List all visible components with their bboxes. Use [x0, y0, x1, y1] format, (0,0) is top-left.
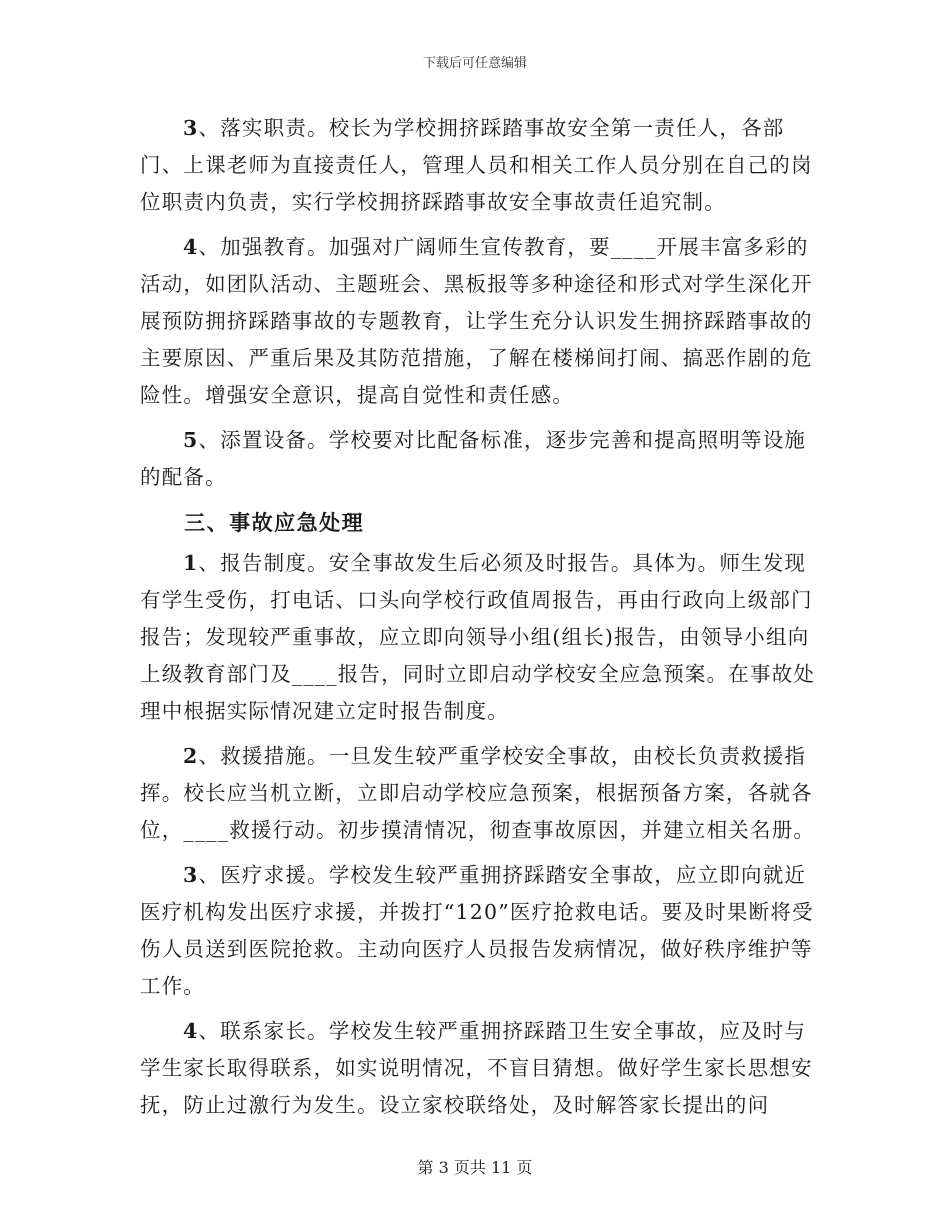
section-heading: 三、事故应急处理 [184, 510, 365, 535]
paragraph-text: 、救援措施。一旦发生较严重学校安全事故，由校长负责救援指挥。校长应当机立断，立即启动学校应急预案，根据预备方案，各就各位，____救援行动。初步摸清情况，彻查事故原因，并建立相关名册。 [140, 744, 816, 842]
item-number: 1 [183, 551, 199, 575]
paragraph-1-reporting [140, 545, 820, 730]
paragraph-text: 、联系家长。学校发生较严重拥挤踩踏卫生安全事故，应及时与学生家长取得联系，如实说明情况，不盲目猜想。做好学生家长思想安抚，防止过激行为发生。设立家校联络处，及时解答家长提出的问 [140, 1019, 813, 1117]
paragraph-text: 、报告制度。安全事故发生后必须及时报告。具体为。师生发现有学生受伤，打电话、口头向学校行政值周报告，再由行政向上级部门报告；发现较严重事故，应立即向领导小组(组长)报告，由领导小组向上级教育部门及____报告，同时立即启动学校安全应急预案。在事故处理中根据实际情况建立定时报告制度。 [140, 551, 816, 723]
item-number: 4 [183, 1019, 199, 1043]
item-number: 2 [183, 744, 199, 768]
page-number: 第 3 页共 11 页 [417, 1158, 533, 1177]
paragraph-2-rescue [140, 738, 820, 849]
item-number: 5 [183, 428, 199, 452]
page-header: 下载后可任意编辑 [422, 56, 527, 71]
item-number: 3 [183, 863, 199, 887]
paragraph-text: 、添置设备。学校要对比配备标准，逐步完善和提高照明等设施的配备。 [140, 428, 807, 489]
document-body [140, 110, 820, 1132]
item-number: 4 [183, 235, 199, 259]
paragraph-text: 、加强教育。加强对广阔师生宣传教育，要____开展丰富多彩的活动，如团队活动、主题班会、黑板报等多种途径和形式对学生深化开展预防拥挤踩踏事故的专题教育，让学生充分认识发生拥挤踩踏事故的主要原因、严重后果及其防范措施，了解在楼梯间打闹、搞恶作剧的危险性。增强安全意识，提高自觉性和责任感。 [140, 235, 813, 407]
paragraph-4-education [140, 229, 820, 414]
paragraph-5-equipment [140, 422, 820, 496]
paragraph-3-responsibility [140, 110, 820, 221]
paragraph-text: 、落实职责。校长为学校拥挤踩踏事故安全第一责任人，各部门、上课老师为直接责任人，管理人员和相关工作人员分别在自己的岗位职责内负责，实行学校拥挤踩踏事故安全事故责任追究制。 [140, 116, 813, 214]
item-number: 3 [183, 116, 199, 140]
paragraph-4-parents [140, 1013, 820, 1124]
paragraph-3-medical [140, 857, 820, 1005]
paragraph-text: 、医疗求援。学校发生较严重拥挤踩踏安全事故，应立即向就近医疗机构发出医疗求援，并拨打“120”医疗抢救电话。要及时果断将受伤人员送到医院抢救。主动向医疗人员报告发病情况，做好秩序维护等工作。 [140, 863, 814, 998]
